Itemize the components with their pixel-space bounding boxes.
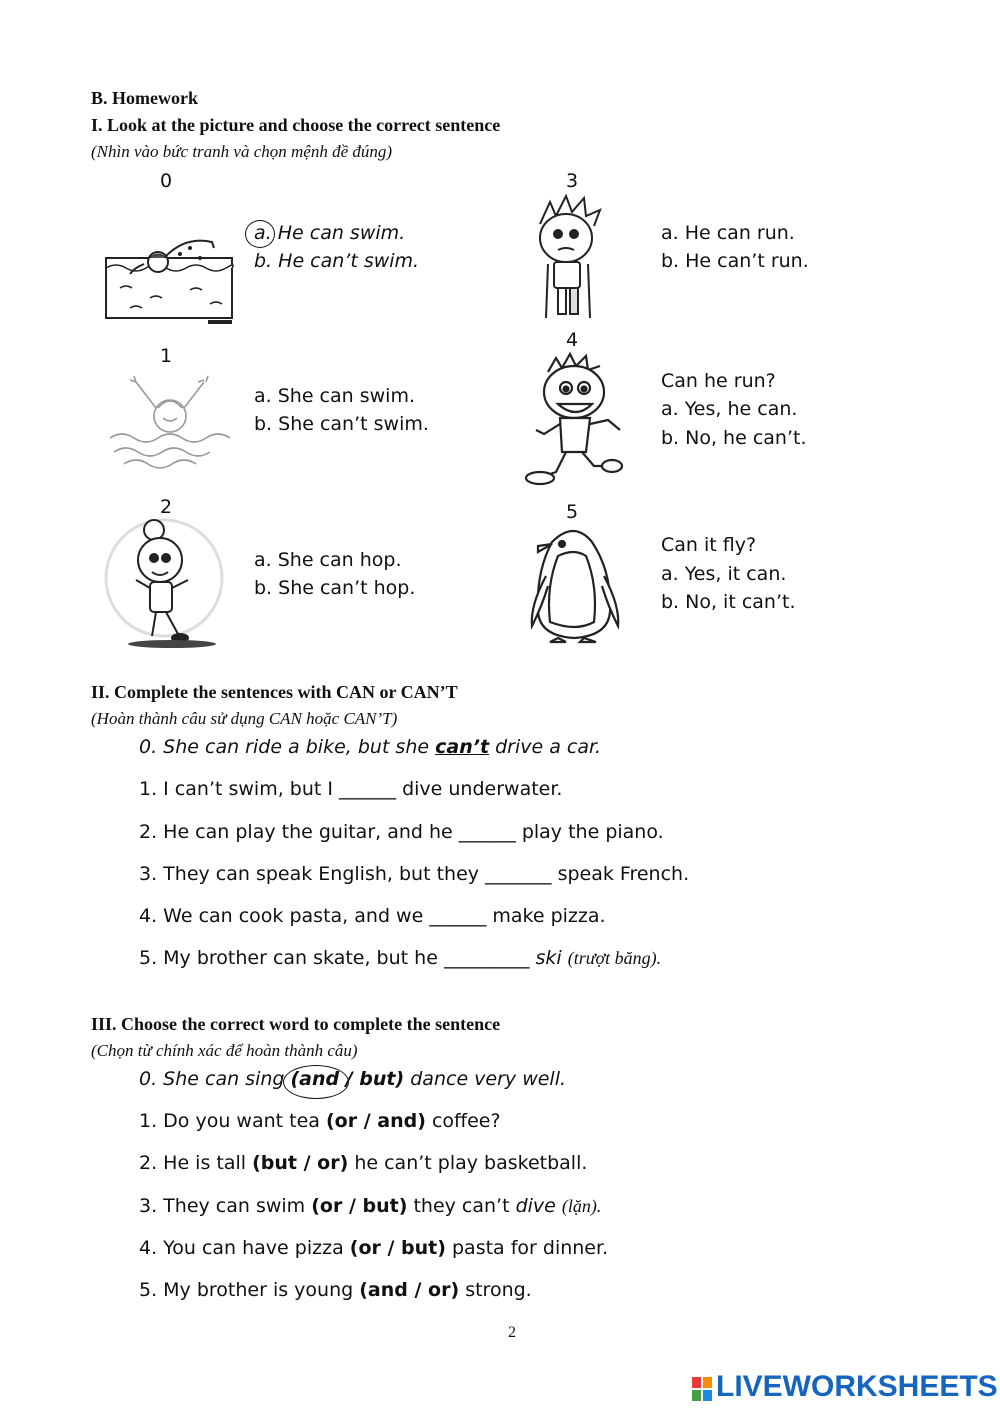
sentence: 1. I can’t swim, but I ______ dive underwater. [139,778,563,800]
item-number: 4 [566,329,579,351]
part2-subtitle: (Hoàn thành câu sử dụng CAN hoặc CAN’T) [91,709,398,728]
swimming-boy-picture [100,228,240,326]
option-b[interactable]: b. No, it can’t. [661,591,796,613]
sentence: 3. They can speak English, but they _______ speak French. [139,863,690,885]
brand-logo[interactable]: LIVEWORKSHEETS [716,1370,998,1403]
option-a[interactable]: a. He can swim. [254,222,406,244]
option-a[interactable]: a. He can run. [661,222,795,244]
sentence: 2. He can play the guitar, and he ______ play the piano. [139,821,664,843]
answer-blank[interactable]: _________ [443,947,530,969]
item-number: 2 [160,496,173,518]
vietnamese-gloss: (trượt băng). [567,948,662,968]
liveworksheets-logo-icon [692,1377,712,1401]
word-choice[interactable]: (or / but) [311,1195,408,1217]
item-number: 1 [160,345,173,367]
sentence: 5. My brother can skate, but he _________ ski (trượt băng). [139,947,662,969]
sentence: 3. They can swim (or / but) they can’t dive (lặn). [139,1195,602,1217]
part2-title: II. Complete the sentences with CAN or CAN’T [91,682,458,702]
option-a[interactable]: a. Yes, it can. [661,563,787,585]
part3-title: III. Choose the correct word to complete the sentence [91,1014,501,1034]
option-b[interactable]: b. He can’t run. [661,250,809,272]
part1-subtitle: (Nhìn vào bức tranh và chọn mệnh đề đúng) [91,142,393,161]
item-number: 0 [160,170,173,192]
option-b[interactable]: b. No, he can’t. [661,427,807,449]
answer-blank[interactable]: ______ [429,905,487,927]
example-sentence: 0. She can sing (and / but) dance very well. [139,1068,567,1090]
question-text: Can he run? [661,370,776,392]
sentence: 2. He is tall (but / or) he can’t play basketball. [139,1152,588,1174]
section-title: B. Homework [91,88,198,108]
item-number: 3 [566,170,579,192]
sentence: 4. We can cook pasta, and we ______ make pizza. [139,905,606,927]
answer-blank[interactable]: ______ [339,778,397,800]
option-b[interactable]: b. She can’t swim. [254,413,429,435]
option-a[interactable]: a. She can hop. [254,549,402,571]
example-sentence: 0. She can ride a bike, but she can’t drive a car. [139,736,602,758]
sentence: 1. Do you want tea (or / and) coffee? [139,1110,501,1132]
option-a[interactable]: a. Yes, he can. [661,398,798,420]
drowning-girl-picture [100,368,240,472]
hopping-girl-picture [102,516,228,654]
word-choice[interactable]: (and / or) [359,1279,460,1301]
part3-subtitle: (Chọn từ chính xác để hoàn thành câu) [91,1041,358,1060]
sentence: 4. You can have pizza (or / but) pasta for dinner. [139,1237,609,1259]
page-number: 2 [508,1324,516,1341]
option-b[interactable]: b. He can’t swim. [254,250,420,272]
part1-title: I. Look at the picture and choose the correct sentence [91,115,501,135]
word-choice: (and / but) [290,1068,405,1090]
word-choice[interactable]: (or / and) [325,1110,426,1132]
item-number: 5 [566,501,579,523]
word-choice[interactable]: (or / but) [349,1237,446,1259]
penguin-picture [522,522,626,646]
vietnamese-gloss: (lặn). [561,1196,602,1216]
question-text: Can it fly? [661,534,757,556]
answer-blank[interactable]: _______ [485,863,552,885]
answer-blank[interactable]: ______ [458,821,516,843]
boy-on-crutches-picture [518,194,630,322]
running-boy-picture [520,352,632,492]
word-choice[interactable]: (but / or) [252,1152,349,1174]
option-b[interactable]: b. She can’t hop. [254,577,416,599]
option-a[interactable]: a. She can swim. [254,385,415,407]
example-answer: can’t [435,736,490,758]
sentence: 5. My brother is young (and / or) strong. [139,1279,532,1301]
